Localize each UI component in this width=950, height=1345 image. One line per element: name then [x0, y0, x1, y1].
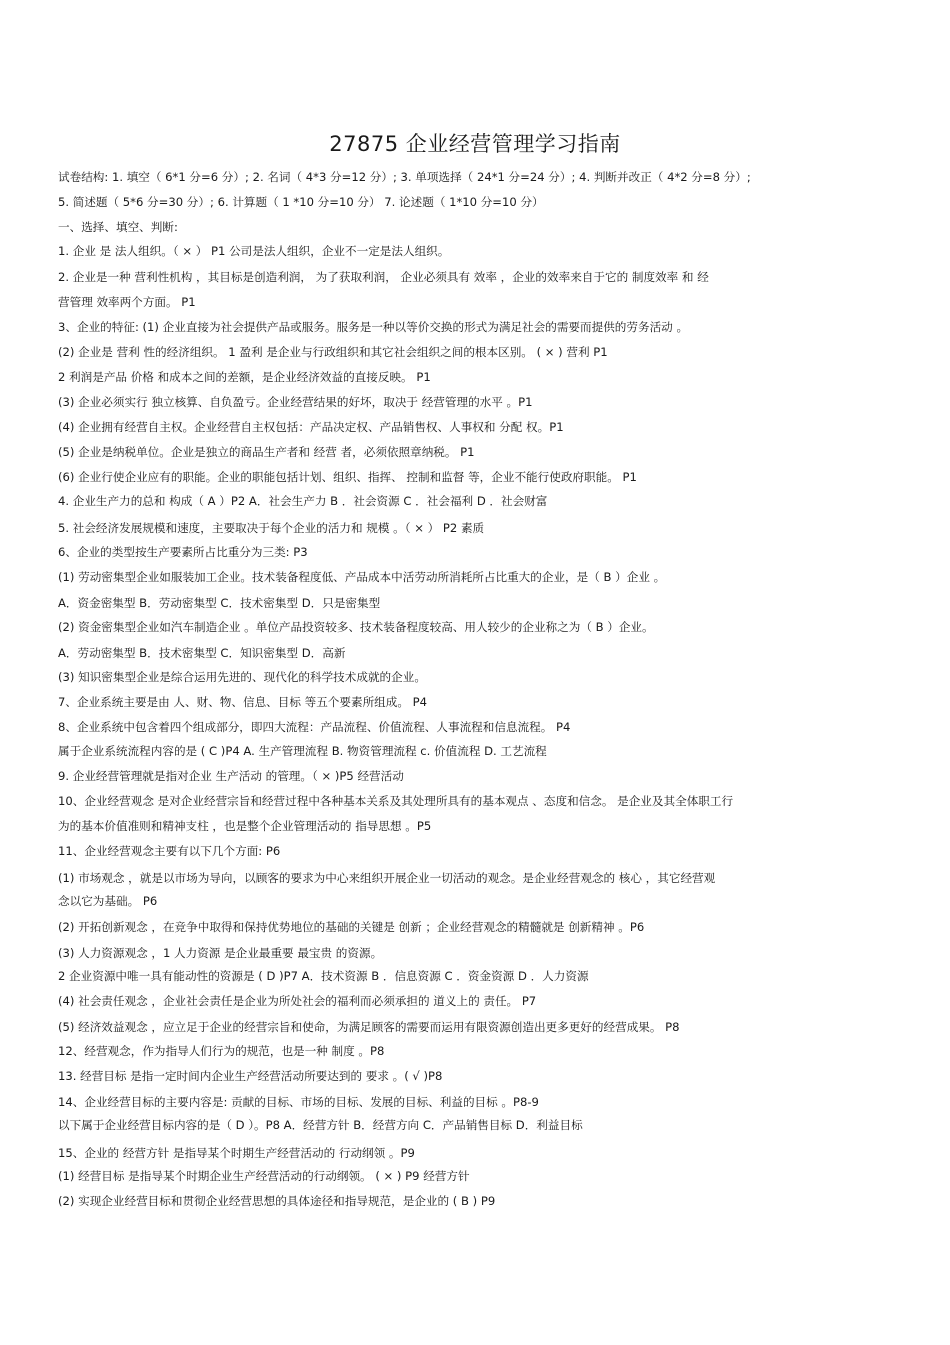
text-line: 3、企业的特征: (1) 企业直接为社会提供产品或服务。服务是一种以等价交换的形式为满足社会的需要而提供的劳务活动 。	[58, 320, 689, 334]
text-line: (2) 实现企业经营目标和贯彻企业经营思想的具体途径和指导规范，是企业的 ( B ) P9	[58, 1194, 496, 1208]
text-line: (3) 企业必须实行 独立核算、自负盈亏。企业经营结果的好坏，取决于 经营管理的水平 。P1	[58, 395, 533, 409]
text-line: 6、企业的类型按生产要素所占比重分为三类: P3	[58, 545, 308, 559]
text-line: (3) 知识密集型企业是综合运用先进的、现代化的科学技术成就的企业。	[58, 670, 426, 684]
text-line: (2) 资金密集型企业如汽车制造企业 。单位产品投资较多、技术装备程度较高、用人较少的企业称之为（ B ）企业。	[58, 620, 654, 634]
text-line: 2. 企业是一种 营利性机构 ，其目标是创造利润， 为了获取利润， 企业必须具有 效率 ，企业的效率来自于它的 制度效率 和 经	[58, 270, 709, 284]
text-line: 一、选择、填空、判断:	[58, 220, 178, 234]
text-line: 营管理 效率两个方面。 P1	[58, 295, 196, 309]
text-line: 试卷结构: 1. 填空（ 6*1 分=6 分）; 2. 名词（ 4*3 分=12 分）; 3. 单项选择（ 24*1 分=24 分）; 4. 判断并改正（ 4*2 分=8 分）;	[58, 170, 751, 184]
text-line: (5) 经济效益观念 ，应立足于企业的经营宗旨和使命，为满足顾客的需要而运用有限资源创造出更多更好的经营成果。 P8	[58, 1020, 680, 1034]
text-line: (1) 市场观念 ，就是以市场为导向，以顾客的要求为中心来组织开展企业一切活动的观念。是企业经营观念的 核心 ，其它经营观	[58, 871, 716, 885]
text-line: A．资金密集型 B．劳动密集型 C．技术密集型 D．只是密集型	[58, 596, 381, 610]
text-line: 9. 企业经营管理就是指对企业 生产活动 的管理。（ × )P5 经营活动	[58, 769, 404, 783]
text-line: 1. 企业 是 法人组织。（ × ） P1 公司是法人组织，企业不一定是法人组织。	[58, 244, 450, 258]
text-line: 以下属于企业经营目标内容的是（ D ）。P8 A．经营方针 B．经营方向 C．产品销售目标 D．利益目标	[58, 1118, 583, 1132]
text-line: (2) 开拓创新观念 ，在竞争中取得和保持优势地位的基础的关键是 创新 ；企业经营观念的精髓就是 创新精神 。P6	[58, 920, 645, 934]
text-line: (6) 企业行使企业应有的职能。企业的职能包括计划、组织、指挥、 控制和监督 等，企业不能行使政府职能。 P1	[58, 470, 637, 484]
text-line: A．劳动密集型 B．技术密集型 C．知识密集型 D．高新	[58, 646, 346, 660]
text-line: (4) 社会责任观念 ，企业社会责任是企业为所处社会的福利而必须承担的 道义上的 责任。 P7	[58, 994, 537, 1008]
text-line: 11、企业经营观念主要有以下几个方面: P6	[58, 844, 281, 858]
text-line: (1) 劳动密集型企业如服装加工企业。技术装备程度低、产品成本中活劳动所消耗所占比重大的企业，是（ B ）企业 。	[58, 570, 666, 584]
text-line: 8、企业系统中包含着四个组成部分，即四大流程：产品流程、价值流程、人事流程和信息流程。 P4	[58, 720, 571, 734]
text-line: 5. 简述题（ 5*6 分=30 分）; 6. 计算题（ 1 *10 分=10 分） 7. 论述题（ 1*10 分=10 分）	[58, 195, 544, 209]
text-line: 15、企业的 经营方针 是指导某个时期生产经营活动的 行动纲领 。P9	[58, 1146, 415, 1160]
text-line: (4) 企业拥有经营自主权。企业经营自主权包括：产品决定权、产品销售权、人事权和 分配 权。P1	[58, 420, 564, 434]
text-line: (2) 企业是 营利 性的经济组织。 1 盈利 是企业与行政组织和其它社会组织之间的根本区别。 ( × ) 营利 P1	[58, 345, 608, 359]
text-line: 属于企业系统流程内容的是 ( C )P4 A. 生产管理流程 B. 物资管理流程 c. 价值流程 D. 工艺流程	[58, 744, 547, 758]
text-line: 14、企业经营目标的主要内容是: 贡献的目标、市场的目标、发展的目标、利益的目标 。P8-9	[58, 1095, 539, 1109]
text-line: 念以它为基础。 P6	[58, 894, 158, 908]
text-line: 10、企业经营观念 是对企业经营宗旨和经营过程中各种基本关系及其处理所具有的基本观点 、态度和信念。 是企业及其全体职工行	[58, 794, 734, 808]
text-line: 4. 企业生产力的总和 构成（ A ）P2 A．社会生产力 B ．社会资源 C ．社会福利 D ．社会财富	[58, 494, 548, 508]
document-title: 27875 企业经营管理学习指南	[329, 132, 621, 156]
text-line: 7、企业系统主要是由 人、财、物、信息、目标 等五个要素所组成。 P4	[58, 695, 428, 709]
text-line: (5) 企业是纳税单位。企业是独立的商品生产者和 经营 者，必须依照章纳税。 P1	[58, 445, 475, 459]
text-line: (3) 人力资源观念 ，1 人力资源 是企业最重要 最宝贵 的资源。	[58, 946, 383, 960]
text-line: 13. 经营目标 是指一定时间内企业生产经营活动所要达到的 要求 。( √ )P8	[58, 1069, 443, 1083]
text-line: 2 利润是产品 价格 和成本之间的差额，是企业经济效益的直接反映。 P1	[58, 370, 431, 384]
text-line: (1) 经营目标 是指导某个时期企业生产经营活动的行动纲领。 ( × ) P9 经营方针	[58, 1169, 470, 1183]
text-line: 为的基本价值准则和精神支柱 ，也是整个企业管理活动的 指导思想 。P5	[58, 819, 432, 833]
text-line: 2 企业资源中唯一具有能动性的资源是 ( D )P7 A．技术资源 B ．信息资源 C ．资金资源 D ．人力资源	[58, 969, 589, 983]
text-line: 12、经营观念，作为指导人们行为的规范，也是一种 制度 。P8	[58, 1044, 385, 1058]
text-line: 5. 社会经济发展规模和速度，主要取决于每个企业的活力和 规模 。（ × ） P2 素质	[58, 521, 485, 535]
